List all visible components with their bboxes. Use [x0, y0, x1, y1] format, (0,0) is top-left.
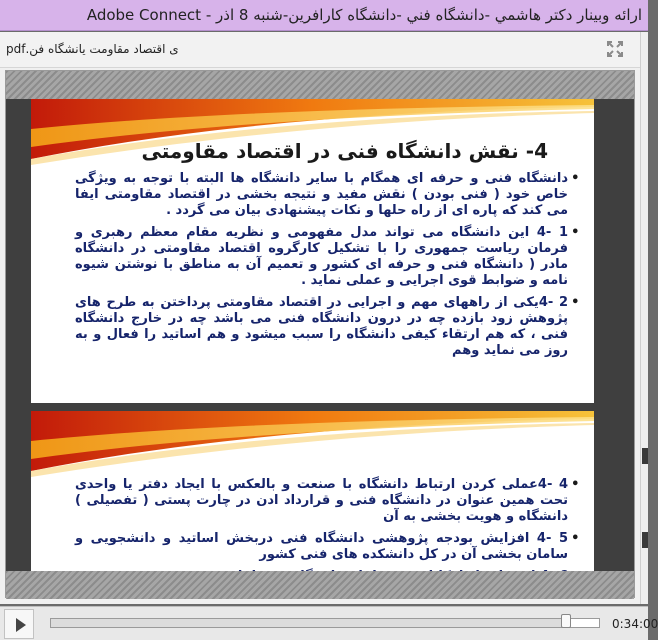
playback-progress-fill — [51, 619, 566, 627]
play-icon[interactable] — [4, 609, 34, 639]
share-pod — [0, 32, 648, 604]
document-filename: ی اقتصاد مقاومت یانشگاه فن.pdf — [6, 42, 179, 56]
fullscreen-icon[interactable] — [605, 40, 625, 60]
slide-title: 4- نقش دانشگاه فنی در اقتصاد مقاومتی — [141, 139, 548, 163]
playback-controls — [0, 606, 658, 640]
slide-page-2 — [31, 411, 594, 571]
slide-body — [75, 171, 578, 365]
slide-header-swoosh — [31, 411, 594, 481]
slide-paragraph: • 4 -4عملی کردن ارتباط دانشگاه با صنعت و بالعکس با ایجاد دفتر یا واحدی تحت همین عنوان در دانشگاه فنی و قرارداد ادن در چارت پستی ( تفصیلی ) دانشگاه و هویت بخشی به آن — [75, 477, 578, 525]
slide-paragraph: • 1 -4 این دانشگاه می تواند مدل مفهومی و نظریه مقام معظم رهبری و فرمان ریاست جمهوری را با تشکیل کارگروه اقتصاد مقاومتی در دانشگاه مادر ( دانشگاه فنی و حرفه ای کشور و تعمیم آن به مناطق با نوشتن شیوه نامه و ضوابط قوی اجرایی و عملی نماید . — [75, 225, 578, 289]
side-panel-edge — [640, 32, 648, 604]
document-viewer[interactable] — [5, 70, 635, 598]
playback-seek-bar[interactable] — [50, 618, 600, 628]
slide-paragraph: • دانشگاه فنی و حرفه ای همگام با سایر دانشگاه ها البته با توجه به ویژگی خاص خود ( فنی بودن ) نقش مفید و نتیجه بخشی در اقتصاد مقاومتی ایفا می کند که پاره ای از راه حلها و نکات پیشنهادی بیان می گردد . — [75, 171, 578, 219]
playback-seek-handle[interactable] — [561, 614, 571, 628]
playback-time: 0:34:00 — [612, 617, 658, 631]
pod-header — [0, 32, 640, 68]
window-titlebar — [0, 0, 648, 31]
window-title: Adobe Connect - ارائه وبینار دکتر هاشمي -دانشگاه فني -دانشگاه کارافرين-شنبه 8 اذر — [86, 6, 642, 24]
viewer-background-top — [6, 71, 634, 99]
fullscreen-icon-glyph — [606, 40, 624, 58]
viewer-background-bottom — [6, 571, 634, 599]
slide-paragraph: • 5 -4 افزایش بودجه پژوهشی دانشگاه فنی دربخش اساتید و دانشجویی و سامان بخشی آن در کل دانشکده های فنی کشور — [75, 531, 578, 563]
slide-page-1 — [31, 99, 594, 403]
slide-paragraph: • 2 -4یکی از راههای مهم و اجرایی در اقتصاد مقاومتی پرداختن به طرح های پژوهش زود بازده چه در درون دانشگاه فنی می باشد چه در خارج دانشگاه فنی ، که هم ارتقاء کیفی دانشگاه را سبب میشود و هم اساتید را فعال و به روز می نماید وهم — [75, 295, 578, 359]
side-panel-marker — [642, 532, 648, 548]
side-panel-marker — [642, 448, 648, 464]
